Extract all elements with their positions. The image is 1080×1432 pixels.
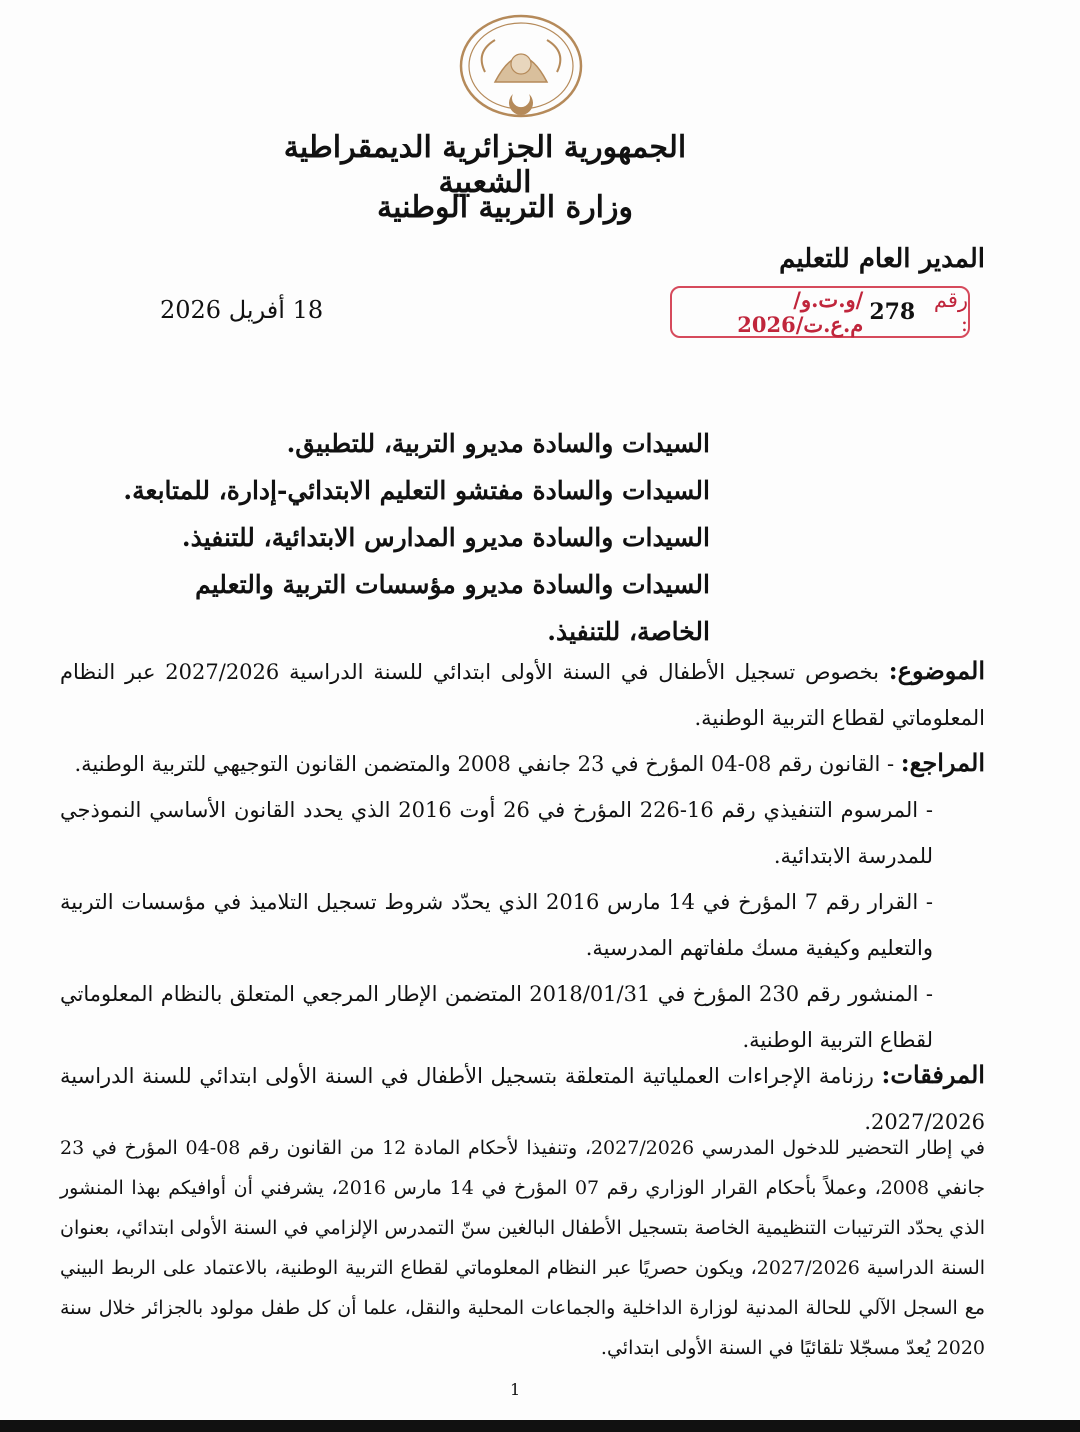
reference-number-box bbox=[670, 286, 970, 338]
republic-title: الجمهورية الجزائرية الديمقراطية الشعبية bbox=[283, 130, 687, 200]
recipient-line: السيدات والسادة مديرو مؤسسات التربية والتعليم الخاصة، للتنفيذ. bbox=[195, 570, 710, 646]
reference-item: - القانون رقم 08-04 المؤرخ في 23 جانفي 2008 والمتضمن القانون التوجيهي للتربية الوطنية. bbox=[74, 752, 895, 776]
recipient-line: السيدات والسادة مديرو المدارس الابتدائية، للتنفيذ. bbox=[181, 523, 710, 552]
reference-number: 278 bbox=[869, 299, 916, 325]
subject-section bbox=[60, 648, 985, 741]
subject-text: بخصوص تسجيل الأطفال في السنة الأولى ابتدائي للسنة الدراسية 2027/2026 عبر النظام المعلوماتي لقطاع التربية الوطنية. bbox=[60, 660, 985, 730]
recipients-block bbox=[110, 420, 710, 655]
state-emblem-seal bbox=[455, 12, 587, 120]
recipient-line: السيدات والسادة مديرو التربية، للتطبيق. bbox=[286, 429, 710, 458]
recipient-line: السيدات والسادة مفتشو التعليم الابتدائي-إدارة، للمتابعة. bbox=[123, 476, 710, 505]
reference-item: - المنشور رقم 230 المؤرخ في 2018/01/31 المتضمن الإطار المرجعي المتعلق بالنظام المعلوماتي لقطاع التربية الوطنية. bbox=[60, 982, 933, 1052]
references-section bbox=[60, 740, 985, 1063]
sender-title: المدير العام للتعليم bbox=[779, 244, 985, 274]
document-date: 18 أفريل 2026 bbox=[160, 296, 324, 324]
attachments-text: رزنامة الإجراءات العملياتية المتعلقة بتسجيل الأطفال في السنة الأولى ابتدائي للسنة الدراسية 2027/2026. bbox=[60, 1064, 985, 1134]
references-label: المراجع: bbox=[900, 748, 985, 777]
bottom-border bbox=[0, 1420, 1080, 1432]
body-paragraph: في إطار التحضير للدخول المدرسي 2027/2026، وتنفيذا لأحكام المادة 12 من القانون رقم 08-04 المؤرخ في 23 جانفي 2008، وعملاً بأحكام القرار الوزاري رقم 07 المؤرخ في 14 مارس 2016، يشرفني أن أوافيكم بهذا المنشور الذي يحدّد الترتيبات التنظيمية الخاصة بتسجيل الأطفال البالغين سنّ التمدرس الإلزامي في السنة الأولى ابتدائي، بعنوان السنة الدراسية 2027/2026، ويكون حصريًا عبر النظام المعلوماتي لقطاع التربية الوطنية، بالاعتماد على الربط البيني مع السجل الآلي للحالة المدنية لوزارة الداخلية والجماعات المحلية والنقل، علما أن كل طفل مولود بالجزائر خلال سنة 2020 يُعدّ مسجّلا تلقائيًا في السنة الأولى ابتدائي. bbox=[60, 1137, 986, 1359]
subject-label: الموضوع: bbox=[888, 656, 985, 685]
page-number: 1 bbox=[510, 1380, 521, 1399]
attachments-label: المرفقات: bbox=[881, 1060, 985, 1089]
reference-label: رقم : bbox=[933, 288, 968, 336]
reference-item: - المرسوم التنفيذي رقم 16-226 المؤرخ في 26 أوت 2016 الذي يحدد القانون الأساسي النموذجي للمدرسة الابتدائية. bbox=[60, 798, 933, 868]
reference-code: /و.ت.و/م.ع.ت/2026 bbox=[737, 287, 864, 337]
reference-item: - القرار رقم 7 المؤرخ في 14 مارس 2016 الذي يحدّد شروط تسجيل التلاميذ في مؤسسات التربية والتعليم وكيفية مسك ملفاتهم المدرسية. bbox=[60, 890, 933, 960]
ministry-title: وزارة التربية الوطنية bbox=[376, 190, 633, 225]
